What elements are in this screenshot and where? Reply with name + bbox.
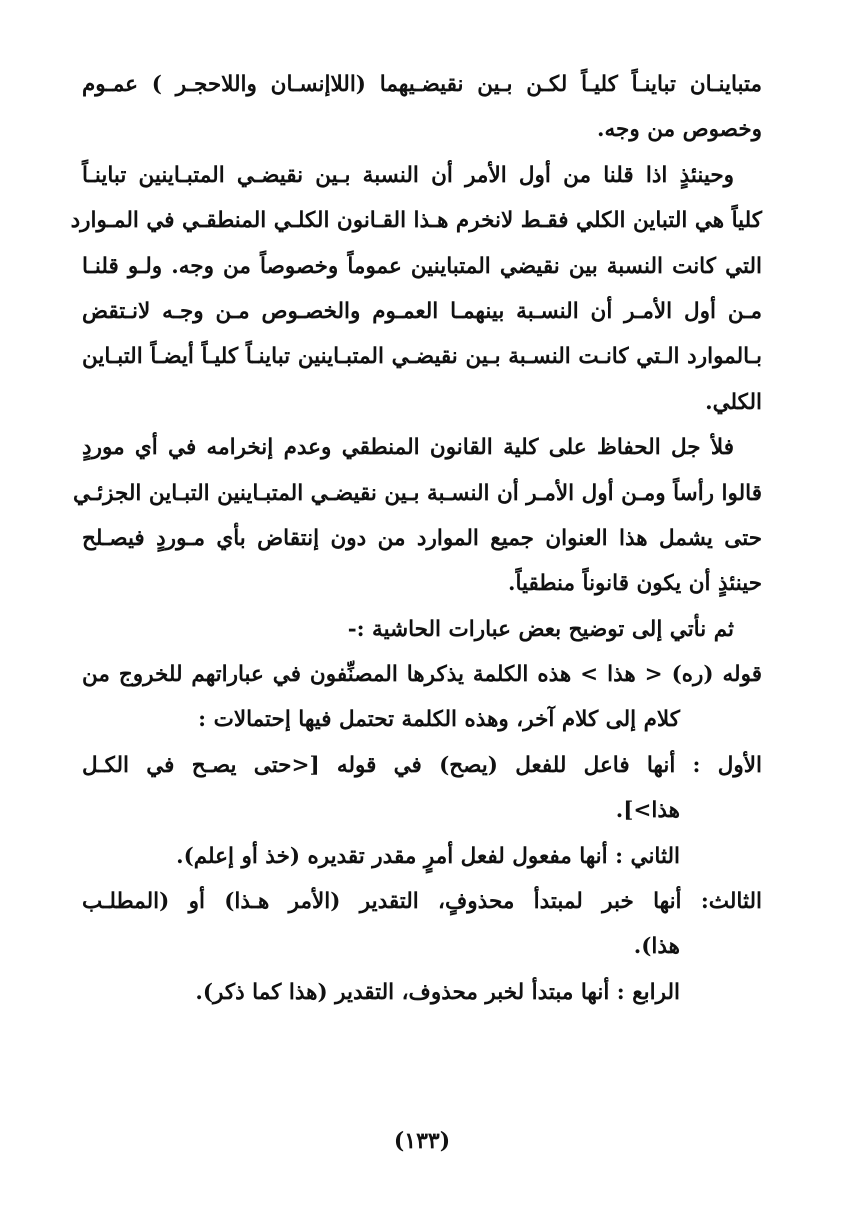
- text-line-8: الكلي.: [705, 389, 762, 415]
- text-line-12: حينئذٍ أن يكون قانوناً منطقياً.: [508, 571, 762, 597]
- text-line-2: وخصوص من وجه.: [597, 117, 762, 143]
- text-line-4: كلياً هي التباين الكلي فقـط لانخرم هـذا القـانون الكلـي المنطقـي في المـوارد: [70, 208, 762, 234]
- text-line-16: الأول : أنها فاعل للفعل (يصح) في قوله [<حتى يصـح في الكـل: [82, 752, 762, 778]
- text-line-11: حتى يشمل هذا العنوان جميع الموارد من دون إنتقاض بأي مـوردٍ فيصـلح: [82, 525, 762, 551]
- text-line-10: قالوا رأساً ومـن أول الأمـر أن النسـبة بـين نقيضـي المتبـاينين التبـاين الجزئـي: [72, 480, 762, 506]
- text-line-15: كلام إلى كلام آخر، وهذه الكلمة تحتمل فيها إحتمالات :: [198, 707, 680, 733]
- text-line-3: وحينئذٍ اذا قلنا من أول الأمر أن النسبة بـين نقيضـي المتبـاينين تباينـاً: [82, 162, 734, 188]
- text-line-18: الثاني : أنها مفعول لفعل أمرٍ مقدر تقديره (خذ أو إعلم).: [176, 843, 680, 869]
- text-line-20: هذا).: [633, 934, 680, 960]
- text-line-21: الرابع : أنها مبتدأ لخبر محذوف، التقدير (هذا كما ذكر).: [195, 979, 680, 1005]
- text-line-17: هذا>].: [615, 798, 680, 824]
- document-page: [70, 62, 762, 1015]
- text-line-19: الثالث: أنها خبر لمبتدأ محذوفٍ، التقدير (الأمر هـذا) أو (المطلـب: [82, 889, 762, 915]
- text-line-7: بـالموارد الـتي كانـت النسـبة بـين نقيضـي المتبـاينين تباينـاً كليـاً أيضـاً التبـاين: [82, 344, 762, 370]
- text-line-9: فلأ جل الحفاظ على كلية القانون المنطقي وعدم إنخرامه في أي موردٍ: [82, 435, 734, 461]
- text-line-1: متباينـان تباينـاً كليـاً لكـن بـين نقيضـيهما (اللاإنسـان واللاحجـر ) عمـوم: [82, 72, 762, 97]
- text-line-5: التي كانت النسبة بين نقيضي المتباينين عموماً وخصوصاً من وجه. ولـو قلنـا: [82, 253, 762, 279]
- text-line-14: قوله (ره) < هذا > هذه الكلمة يذكرها المصنِّفون في عباراتهم للخروج من: [82, 662, 762, 688]
- page-number: (١٣٣): [393, 1128, 451, 1154]
- text-line-13: ثم نأتي إلى توضيح بعض عبارات الحاشية :-: [347, 616, 734, 642]
- text-line-6: مـن أول الأمـر أن النسـبة بينهمـا العمـوم والخصـوص مـن وجـه لانـتقض: [82, 298, 762, 324]
